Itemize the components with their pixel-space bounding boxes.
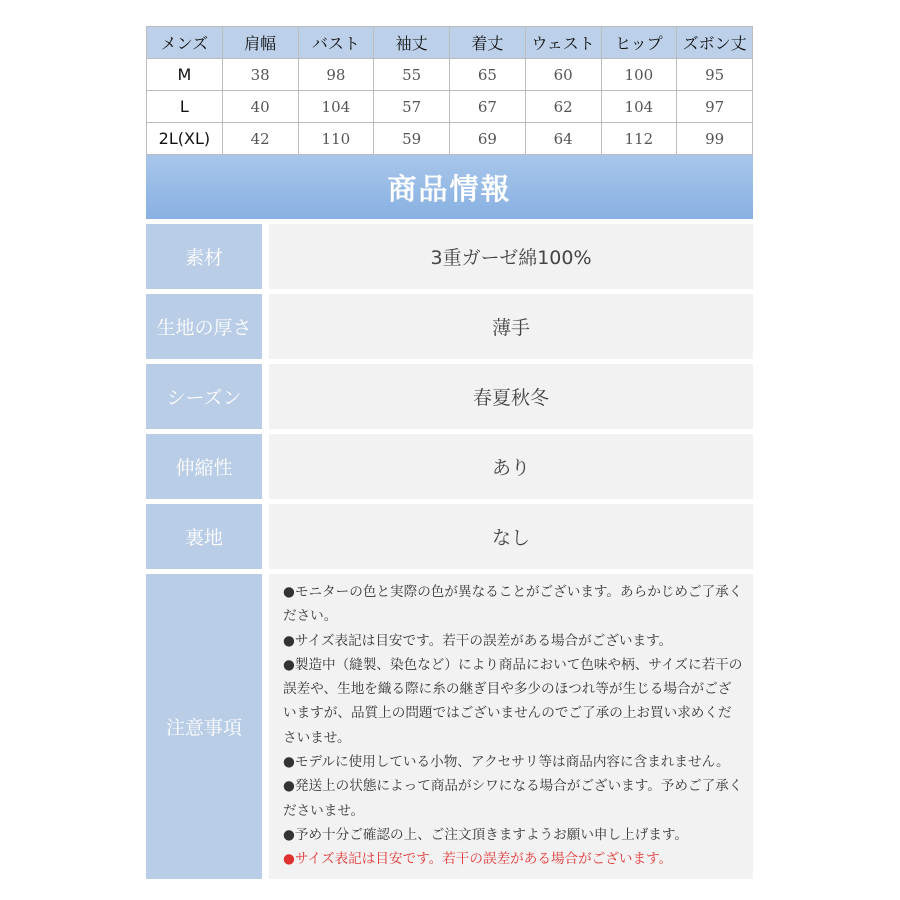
info-row-stretch xyxy=(146,434,753,499)
size-value-cell: 40 xyxy=(222,91,298,123)
note-item-highlight: ●サイズ表記は目安です。若干の誤差がある場合がございます。 xyxy=(283,851,673,868)
size-header-cell: 袖丈 xyxy=(374,27,450,59)
size-header-cell: ズボン丈 xyxy=(677,27,753,59)
size-table-row xyxy=(147,123,753,155)
size-value-cell: 95 xyxy=(677,59,753,91)
notes-text xyxy=(269,574,753,879)
size-header-cell: メンズ xyxy=(147,27,223,59)
size-label-cell: 2L(XL) xyxy=(147,123,223,155)
size-value-cell: 112 xyxy=(601,123,677,155)
size-value-cell: 97 xyxy=(677,91,753,123)
size-value-cell: 57 xyxy=(374,91,450,123)
note-item: ●モデルに使用している小物、アクセサリ等は商品内容に含まれません。 xyxy=(283,754,730,771)
size-value-cell: 55 xyxy=(374,59,450,91)
size-table-header-row xyxy=(147,27,753,59)
size-value-cell: 104 xyxy=(298,91,374,123)
size-value-cell: 104 xyxy=(601,91,677,123)
info-value: 春夏秋冬 xyxy=(269,364,753,429)
info-value: 3重ガーゼ綿100% xyxy=(269,224,753,289)
size-value-cell: 65 xyxy=(450,59,526,91)
size-value-cell: 67 xyxy=(450,91,526,123)
size-header-cell: 着丈 xyxy=(450,27,526,59)
size-label-cell: L xyxy=(147,91,223,123)
note-item: ●モニターの色と実際の色が異なることがございます。あらかじめご了承ください。 xyxy=(283,584,743,625)
size-table-row xyxy=(147,59,753,91)
size-value-cell: 98 xyxy=(298,59,374,91)
size-header-cell: ウェスト xyxy=(525,27,601,59)
size-value-cell: 62 xyxy=(525,91,601,123)
info-label: 伸縮性 xyxy=(146,434,262,499)
size-label-cell: M xyxy=(147,59,223,91)
size-value-cell: 110 xyxy=(298,123,374,155)
size-header-cell: 肩幅 xyxy=(222,27,298,59)
banner-title: 商品情報 xyxy=(387,171,512,206)
note-item: ●サイズ表記は目安です。若干の誤差がある場合がございます。 xyxy=(283,632,673,649)
note-item: ●発送上の状態によって商品がシワになる場合がございます。予めご了承くださいませ。 xyxy=(283,778,743,819)
info-row-lining xyxy=(146,504,753,569)
size-value-cell: 59 xyxy=(374,123,450,155)
info-label: シーズン xyxy=(146,364,262,429)
size-value-cell: 64 xyxy=(525,123,601,155)
info-label: 生地の厚さ xyxy=(146,294,262,359)
size-value-cell: 99 xyxy=(677,123,753,155)
size-value-cell: 69 xyxy=(450,123,526,155)
info-label: 裏地 xyxy=(146,504,262,569)
note-item: ●製造中（縫製、染色など）により商品において色味や柄、サイズに若干の誤差や、生地を織る際に糸の継ぎ目や多少のほつれ等が生じる場合がございますが、品質上の問題ではございませんのでご了承の上お買い求めくださいませ。 xyxy=(283,656,743,746)
size-table xyxy=(146,26,753,155)
info-label: 素材 xyxy=(146,224,262,289)
size-header-cell: ヒップ xyxy=(601,27,677,59)
size-value-cell: 38 xyxy=(222,59,298,91)
size-value-cell: 60 xyxy=(525,59,601,91)
info-value: なし xyxy=(269,504,753,569)
info-row-thickness xyxy=(146,294,753,359)
notes-label: 注意事項 xyxy=(146,574,262,879)
info-value: あり xyxy=(269,434,753,499)
product-info-sheet xyxy=(146,26,753,879)
size-table-row xyxy=(147,91,753,123)
info-row-season xyxy=(146,364,753,429)
product-info-banner xyxy=(146,155,753,219)
size-value-cell: 42 xyxy=(222,123,298,155)
info-row-notes xyxy=(146,574,753,879)
size-value-cell: 100 xyxy=(601,59,677,91)
size-header-cell: バスト xyxy=(298,27,374,59)
info-value: 薄手 xyxy=(269,294,753,359)
info-row-material xyxy=(146,224,753,289)
note-item: ●予め十分ご確認の上、ご注文頂きますようお願い申し上げます。 xyxy=(283,826,688,843)
